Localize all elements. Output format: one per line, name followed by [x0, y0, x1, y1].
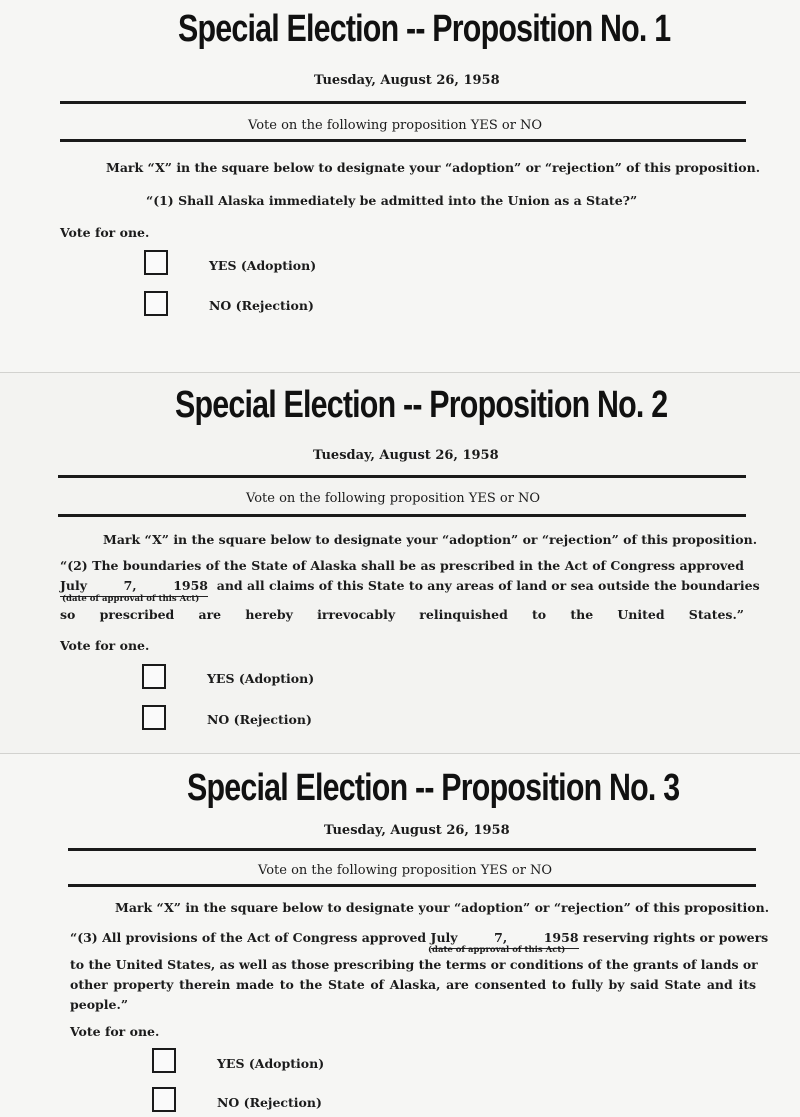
- mark-instruction: Mark “X” in the square below to designate your “adoption” or “rejection” of this proposition.: [103, 532, 758, 547]
- no-label: NO (Rejection): [207, 712, 312, 727]
- proposition-line: to the United States, as well as those prescribing the terms or conditions of the grants of lands or: [70, 957, 758, 972]
- mark-instruction: Mark “X” in the square below to designate your “adoption” or “rejection” of this proposition.: [106, 160, 761, 175]
- approval-date-caption: (date of approval of this Act): [62, 594, 200, 604]
- proposition-text: [70, 928, 769, 1015]
- divider: [58, 514, 746, 517]
- election-date: Tuesday, August 26, 1958: [314, 73, 500, 88]
- ballot-title: Special Election -- Proposition No. 3: [187, 767, 680, 809]
- proposition-line-rest: and all claims of this State to any areas of land or sea outside the boundaries: [216, 578, 760, 593]
- yes-checkbox[interactable]: [142, 664, 166, 689]
- yes-label: YES (Adoption): [209, 258, 317, 273]
- ballot-title: Special Election -- Proposition No. 1: [178, 8, 671, 50]
- election-date: Tuesday, August 26, 1958: [324, 823, 510, 838]
- proposition-text: [60, 556, 760, 625]
- ballot-proposition-1: [0, 0, 800, 372]
- vote-instruction: Vote on the following proposition YES or NO: [246, 491, 541, 506]
- yes-label: YES (Adoption): [207, 671, 315, 686]
- proposition-line: so prescribed are hereby irrevocably relinquished to the United States.”: [60, 607, 744, 622]
- divider: [60, 139, 746, 142]
- no-checkbox[interactable]: [144, 291, 168, 316]
- proposition-question: “(1) Shall Alaska immediately be admitted into the Union as a State?”: [146, 193, 638, 208]
- approval-date-blank: July 7, 1958: [431, 928, 579, 949]
- proposition-line: “(3) All provisions of the Act of Congress approved July 7, 1958 reserving rights or powers: [70, 928, 756, 949]
- proposition-line: “(2) The boundaries of the State of Alaska shall be as prescribed in the Act of Congress approved: [60, 558, 744, 573]
- proposition-line: other property therein made to the State of Alaska, are consented to fully by said State and its: [70, 977, 756, 992]
- ballot-proposition-2: [0, 373, 800, 753]
- vote-instruction: Vote on the following proposition YES or NO: [258, 863, 553, 878]
- divider: [60, 101, 746, 104]
- vote-for-one: Vote for one.: [60, 225, 150, 240]
- yes-checkbox[interactable]: [144, 250, 168, 275]
- proposition-line: people.”: [70, 997, 129, 1012]
- election-date: Tuesday, August 26, 1958: [313, 448, 499, 463]
- divider: [58, 475, 746, 478]
- no-label: NO (Rejection): [209, 298, 314, 313]
- vote-for-one: Vote for one.: [70, 1024, 160, 1039]
- yes-label: YES (Adoption): [217, 1056, 325, 1071]
- vote-for-one: Vote for one.: [60, 638, 150, 653]
- yes-checkbox[interactable]: [152, 1048, 176, 1073]
- no-checkbox[interactable]: [142, 705, 166, 730]
- ballot-title: Special Election -- Proposition No. 2: [175, 384, 668, 426]
- no-checkbox[interactable]: [152, 1087, 176, 1112]
- no-label: NO (Rejection): [217, 1095, 322, 1110]
- mark-instruction: Mark “X” in the square below to designate your “adoption” or “rejection” of this proposition.: [115, 900, 770, 915]
- approval-date-blank: July 7, 1958: [60, 576, 208, 597]
- divider: [68, 848, 756, 851]
- ballot-proposition-3: [0, 754, 800, 1117]
- approval-date-caption: (date of approval of this Act): [428, 945, 566, 955]
- divider: [68, 884, 756, 887]
- vote-instruction: Vote on the following proposition YES or NO: [248, 118, 543, 133]
